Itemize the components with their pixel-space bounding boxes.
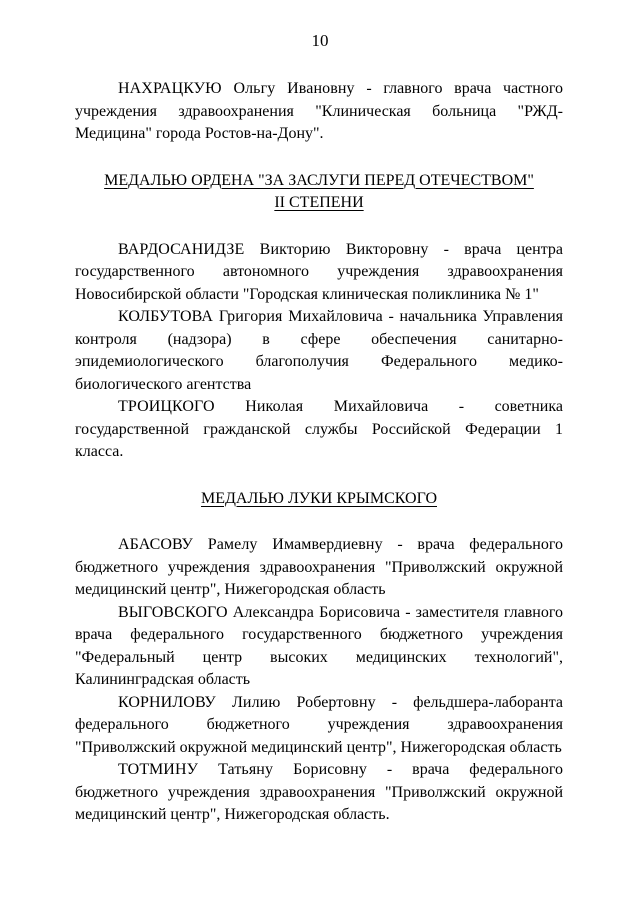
document-body xyxy=(75,78,563,827)
recipient-name: ВАРДОСАНИДЗЕ Викторию Викторовну xyxy=(118,240,429,258)
recipient-description: - советника государственной гражданской службы Российской Федерации 1 класса. xyxy=(75,398,563,460)
award-entry xyxy=(75,396,563,464)
section-heading-line: МЕДАЛЬЮ ЛУКИ КРЫМСКОГО xyxy=(200,489,437,507)
recipient-name: АБАСОВУ Рамелу Имамвердиевну xyxy=(118,536,383,553)
award-entry xyxy=(75,239,563,307)
award-entry xyxy=(75,78,563,146)
recipient-description: - начальника Управления контроля (надзора) в сфере обеспечения санитарно-эпидемиологического благополучия Федерального медико-биологического агентства xyxy=(75,308,563,393)
section-medal-order-merit xyxy=(75,170,563,464)
section-heading-line: МЕДАЛЬЮ ОРДЕНА "ЗА ЗАСЛУГИ ПЕРЕД ОТЕЧЕСТВОМ" xyxy=(104,171,534,189)
recipient-description: - врача федерального бюджетного учреждения здравоохранения "Приволжский окружной медицинский центр", Нижегородская область xyxy=(75,536,563,598)
award-entry xyxy=(75,692,563,760)
award-entry xyxy=(75,534,563,602)
award-entry xyxy=(75,306,563,396)
section-heading-line: II СТЕПЕНИ xyxy=(274,194,364,211)
recipient-description: - врача федерального бюджетного учреждения здравоохранения "Приволжский окружной медицинский центр", Нижегородская область. xyxy=(75,761,563,823)
recipient-description: - фельдшера-лаборанта федерального бюджетного учреждения здравоохранения "Приволжский окружной медицинский центр", Нижегородская область xyxy=(75,693,563,756)
section-continuation xyxy=(75,78,563,146)
recipient-description: - заместителя главного врача федерального государственного бюджетного учреждения "Федеральный центр высоких медицинских технологий", Калининградская область xyxy=(75,603,563,688)
award-entry xyxy=(75,759,563,827)
recipient-name: НАХРАЦКУЮ Ольгу Ивановну xyxy=(118,80,355,97)
recipient-name: ТОТМИНУ Татьяну Борисовну xyxy=(118,761,367,778)
recipient-description: - врача центра государственного автономного учреждения здравоохранения Новосибирской области "Городская клиническая поликлиника № 1" xyxy=(75,240,563,303)
award-entry xyxy=(75,602,563,692)
recipient-name: ВЫГОВСКОГО Александра Борисовича xyxy=(118,603,401,621)
recipient-name: КОРНИЛОВУ Лилию Робертовну xyxy=(118,693,376,711)
section-medal-luka-krymsky xyxy=(75,488,563,827)
recipient-description: - главного врача частного учреждения здравоохранения "Клиническая больница "РЖД-Медицина" города Ростов-на-Дону". xyxy=(75,80,563,142)
recipient-name: КОЛБУТОВА Григория Михайловича xyxy=(118,308,383,325)
page-number: 10 xyxy=(311,31,329,50)
recipient-name: ТРОИЦКОГО Николая Михайловича xyxy=(118,398,429,415)
